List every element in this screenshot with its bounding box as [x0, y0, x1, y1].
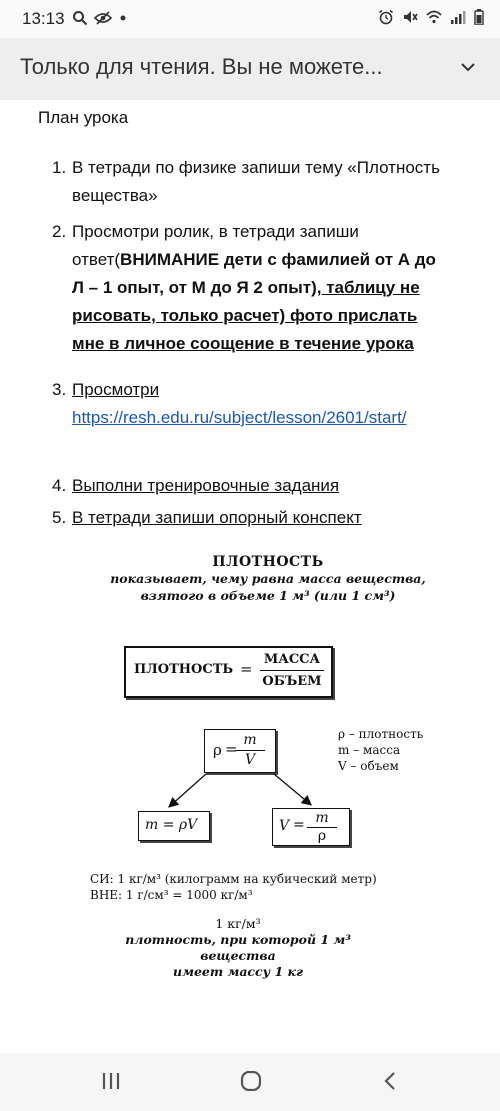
formula-left: ПЛОТНОСТЬ	[134, 662, 234, 677]
unit-definition-line: 1 кг/м³	[215, 916, 261, 931]
step-4	[52, 472, 452, 500]
formula-equals: =	[240, 660, 253, 678]
legend-item: m – масса	[338, 743, 401, 757]
dot-icon	[118, 13, 128, 23]
step-text: В тетради запиши опорный конспект	[72, 508, 362, 527]
density-reference-image	[88, 546, 448, 979]
step-text: Выполни тренировочные задания	[72, 476, 340, 495]
mass-formula-box	[138, 811, 210, 841]
status-bar	[0, 0, 500, 38]
status-time: 13:13	[22, 9, 65, 28]
volume-formula-box	[272, 808, 350, 846]
formula-denominator: ρ	[317, 828, 327, 844]
derivation-arrows	[88, 546, 448, 846]
unit-definition-line: плотность, при которой 1 м³ вещества	[125, 932, 351, 963]
unit-definition	[88, 916, 388, 980]
plan-title: План урока	[38, 108, 129, 127]
scan-description-line: взятого в объеме 1 м³ (или 1 см³)	[140, 588, 396, 603]
lesson-link[interactable]: https://resh.edu.ru/subject/lesson/2601/start/	[72, 408, 407, 427]
read-only-banner-text: Только для чтения. Вы не можете...	[20, 54, 383, 79]
arrow-left	[170, 774, 206, 806]
step-number: 5.	[52, 508, 67, 527]
formula-numerator: m	[315, 810, 329, 826]
step-3	[52, 376, 452, 432]
rho-symbol: ρ	[213, 741, 222, 759]
wifi-icon	[426, 9, 442, 25]
step-5	[52, 504, 452, 532]
home-icon[interactable]	[239, 1071, 263, 1091]
formula-equals: =	[225, 740, 238, 758]
step-text: В тетради по физике запиши тему «Плотность вещества»	[72, 158, 440, 205]
legend-item: ρ – плотность	[338, 727, 424, 741]
mute-icon	[402, 9, 418, 25]
mass-formula: m = ρV	[145, 817, 198, 833]
arrow-right	[274, 774, 310, 804]
alt-unit-line: ВНЕ: 1 г/см³ = 1000 кг/м³	[90, 888, 253, 902]
chevron-down-icon[interactable]	[460, 62, 476, 72]
back-icon[interactable]	[382, 1071, 398, 1091]
eye-off-icon	[94, 11, 112, 25]
legend-item: V – объем	[338, 759, 399, 773]
step-number: 3.	[52, 380, 67, 399]
si-unit-line: СИ: 1 кг/м³ (килограмм на кубический метр)	[90, 872, 377, 886]
step-text: Просмотри ролик, в тетради запиши ответ(	[72, 222, 359, 269]
formula-denominator: ОБЪЕМ	[262, 674, 322, 689]
navigation-bar	[0, 1053, 500, 1111]
step-number: 4.	[52, 476, 67, 495]
step-number: 1.	[52, 158, 67, 177]
signal-icon	[450, 9, 466, 25]
scan-title: ПЛОТНОСТЬ	[212, 554, 324, 570]
step-2	[52, 218, 452, 358]
formula-numerator: МАССА	[263, 652, 321, 667]
formula-equals: =	[293, 817, 305, 833]
step-text-bold-underlined: , таблицу не рисовать, только расчет) фото прислать мне в личное соощение в течение урока	[72, 278, 420, 353]
step-number: 2.	[52, 222, 67, 241]
formula-denominator: V	[244, 752, 256, 768]
step-text-bold: ВНИМАНИЕ дети с фамилией от А до Л – 1 опыт, от М до Я 2 опыт)	[72, 250, 436, 297]
unit-definition-line: имеет массу 1 кг	[172, 964, 304, 979]
scan-description-line: показывает, чему равна масса вещества,	[110, 571, 426, 586]
battery-icon	[474, 9, 484, 25]
alarm-icon	[378, 9, 394, 25]
units-info	[90, 871, 377, 903]
read-only-banner[interactable]	[0, 38, 500, 100]
step-1	[52, 154, 452, 210]
volume-symbol: V	[279, 818, 290, 834]
recent-apps-icon[interactable]	[100, 1071, 122, 1091]
formula-numerator: m	[243, 732, 257, 748]
search-icon	[72, 10, 88, 26]
step-text: Просмотри	[72, 380, 160, 399]
